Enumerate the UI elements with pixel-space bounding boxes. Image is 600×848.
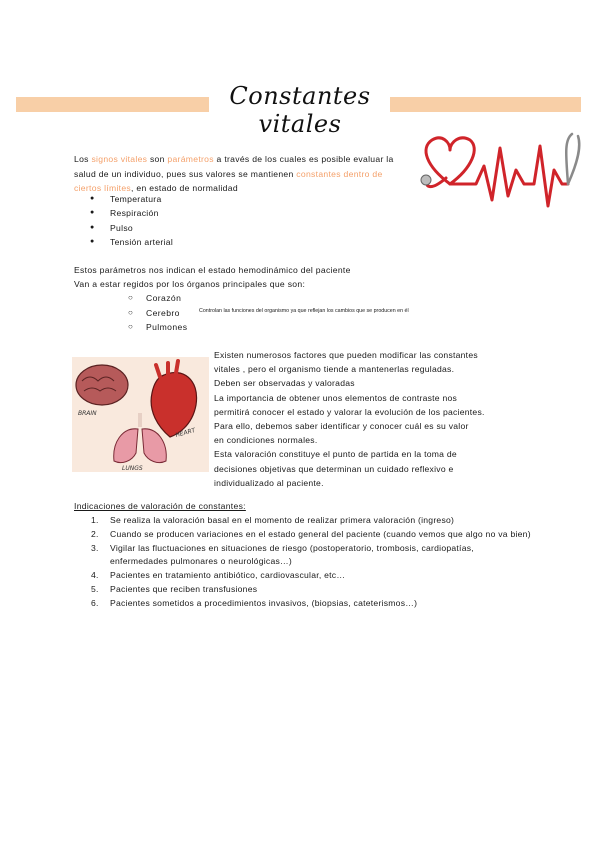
list-item: ● Tensión arterial <box>90 235 173 249</box>
page-title: Constantes vitales <box>229 82 371 138</box>
list-item: ● Temperatura <box>90 192 173 206</box>
list-item: 5. Pacientes que reciben transfusiones <box>91 583 258 594</box>
list-item: 2. Cuando se producen variaciones en el estado general del paciente (cuando vemos que algo no va bien) <box>91 528 531 539</box>
organs-note: Controlan las funciones del organismo ya que reflejan los cambios que se producen en él <box>199 308 409 314</box>
intro-paragraph: Los signos vitales son parámetros a través de los cuales es posible evaluar la salud de un individuo, pues sus valores se mantienen constantes dentro de ciertos límites, en estado de normalidad <box>74 154 394 193</box>
list-item: ○ Pulmones <box>128 320 187 335</box>
svg-text:HEART: HEART <box>174 426 197 439</box>
hemodynamic-paragraph: Estos parámetros nos indican el estado hemodinámico del paciente Van a estar regidos por los órganos principales que son: <box>74 265 351 289</box>
title-band-right <box>390 97 581 112</box>
list-item: 1. Se realiza la valoración basal en el momento de realizar primera valoración (ingreso) <box>91 515 455 525</box>
list-item: ○ Cerebro <box>128 306 187 321</box>
title-band-left <box>16 97 209 112</box>
list-item: 6. Pacientes sometidos a procedimientos invasivos, (biopsias, cateterismos…) <box>91 597 418 608</box>
list-item: ● Pulso <box>90 221 173 235</box>
list-item: ○ Corazón <box>128 291 187 306</box>
highlight-limites: constantes dentro de ciertos límites <box>74 168 383 193</box>
indications-heading: Indicaciones de valoración de constantes: <box>74 501 246 511</box>
highlight-parametros: parámetros <box>167 154 214 164</box>
factors-paragraph: Existen numerosos factores que pueden modificar las constantes vitales , pero el organismo tiende a mantenerlas reguladas. Deben ser observadas y valoradas La importancia de obtener unos elementos de contraste nos permitirá conocer el estado y valorar la evolución de los pacientes. Para ello, debemos saber identificar y conocer cuál es su valor en condiciones normales. Esta valoración constituye el punto de partida en la toma de decisiones objetivas que determinan un cuidado reflexivo e individualizado al paciente. <box>214 350 485 488</box>
svg-text:LUNGS: LUNGS <box>122 465 143 472</box>
vital-signs-list <box>90 192 173 249</box>
stethoscope-heartbeat-icon <box>416 126 586 212</box>
highlight-signos-vitales: signos vitales <box>91 154 148 164</box>
organs-list <box>128 291 187 335</box>
indications-list <box>74 514 534 611</box>
list-item: 3. Vigilar las fluctuaciones en situaciones de riesgo (postoperatorio, trombosis, cardiopatías, enfermedades pulmonares o neurológicas…) <box>91 542 474 567</box>
list-item: 4. Pacientes en tratamiento antibiótico, cardiovascular, etc… <box>91 570 346 581</box>
svg-text:BRAIN: BRAIN <box>78 410 97 417</box>
list-item: ● Respiración <box>90 206 173 220</box>
organs-illustration <box>72 357 209 472</box>
